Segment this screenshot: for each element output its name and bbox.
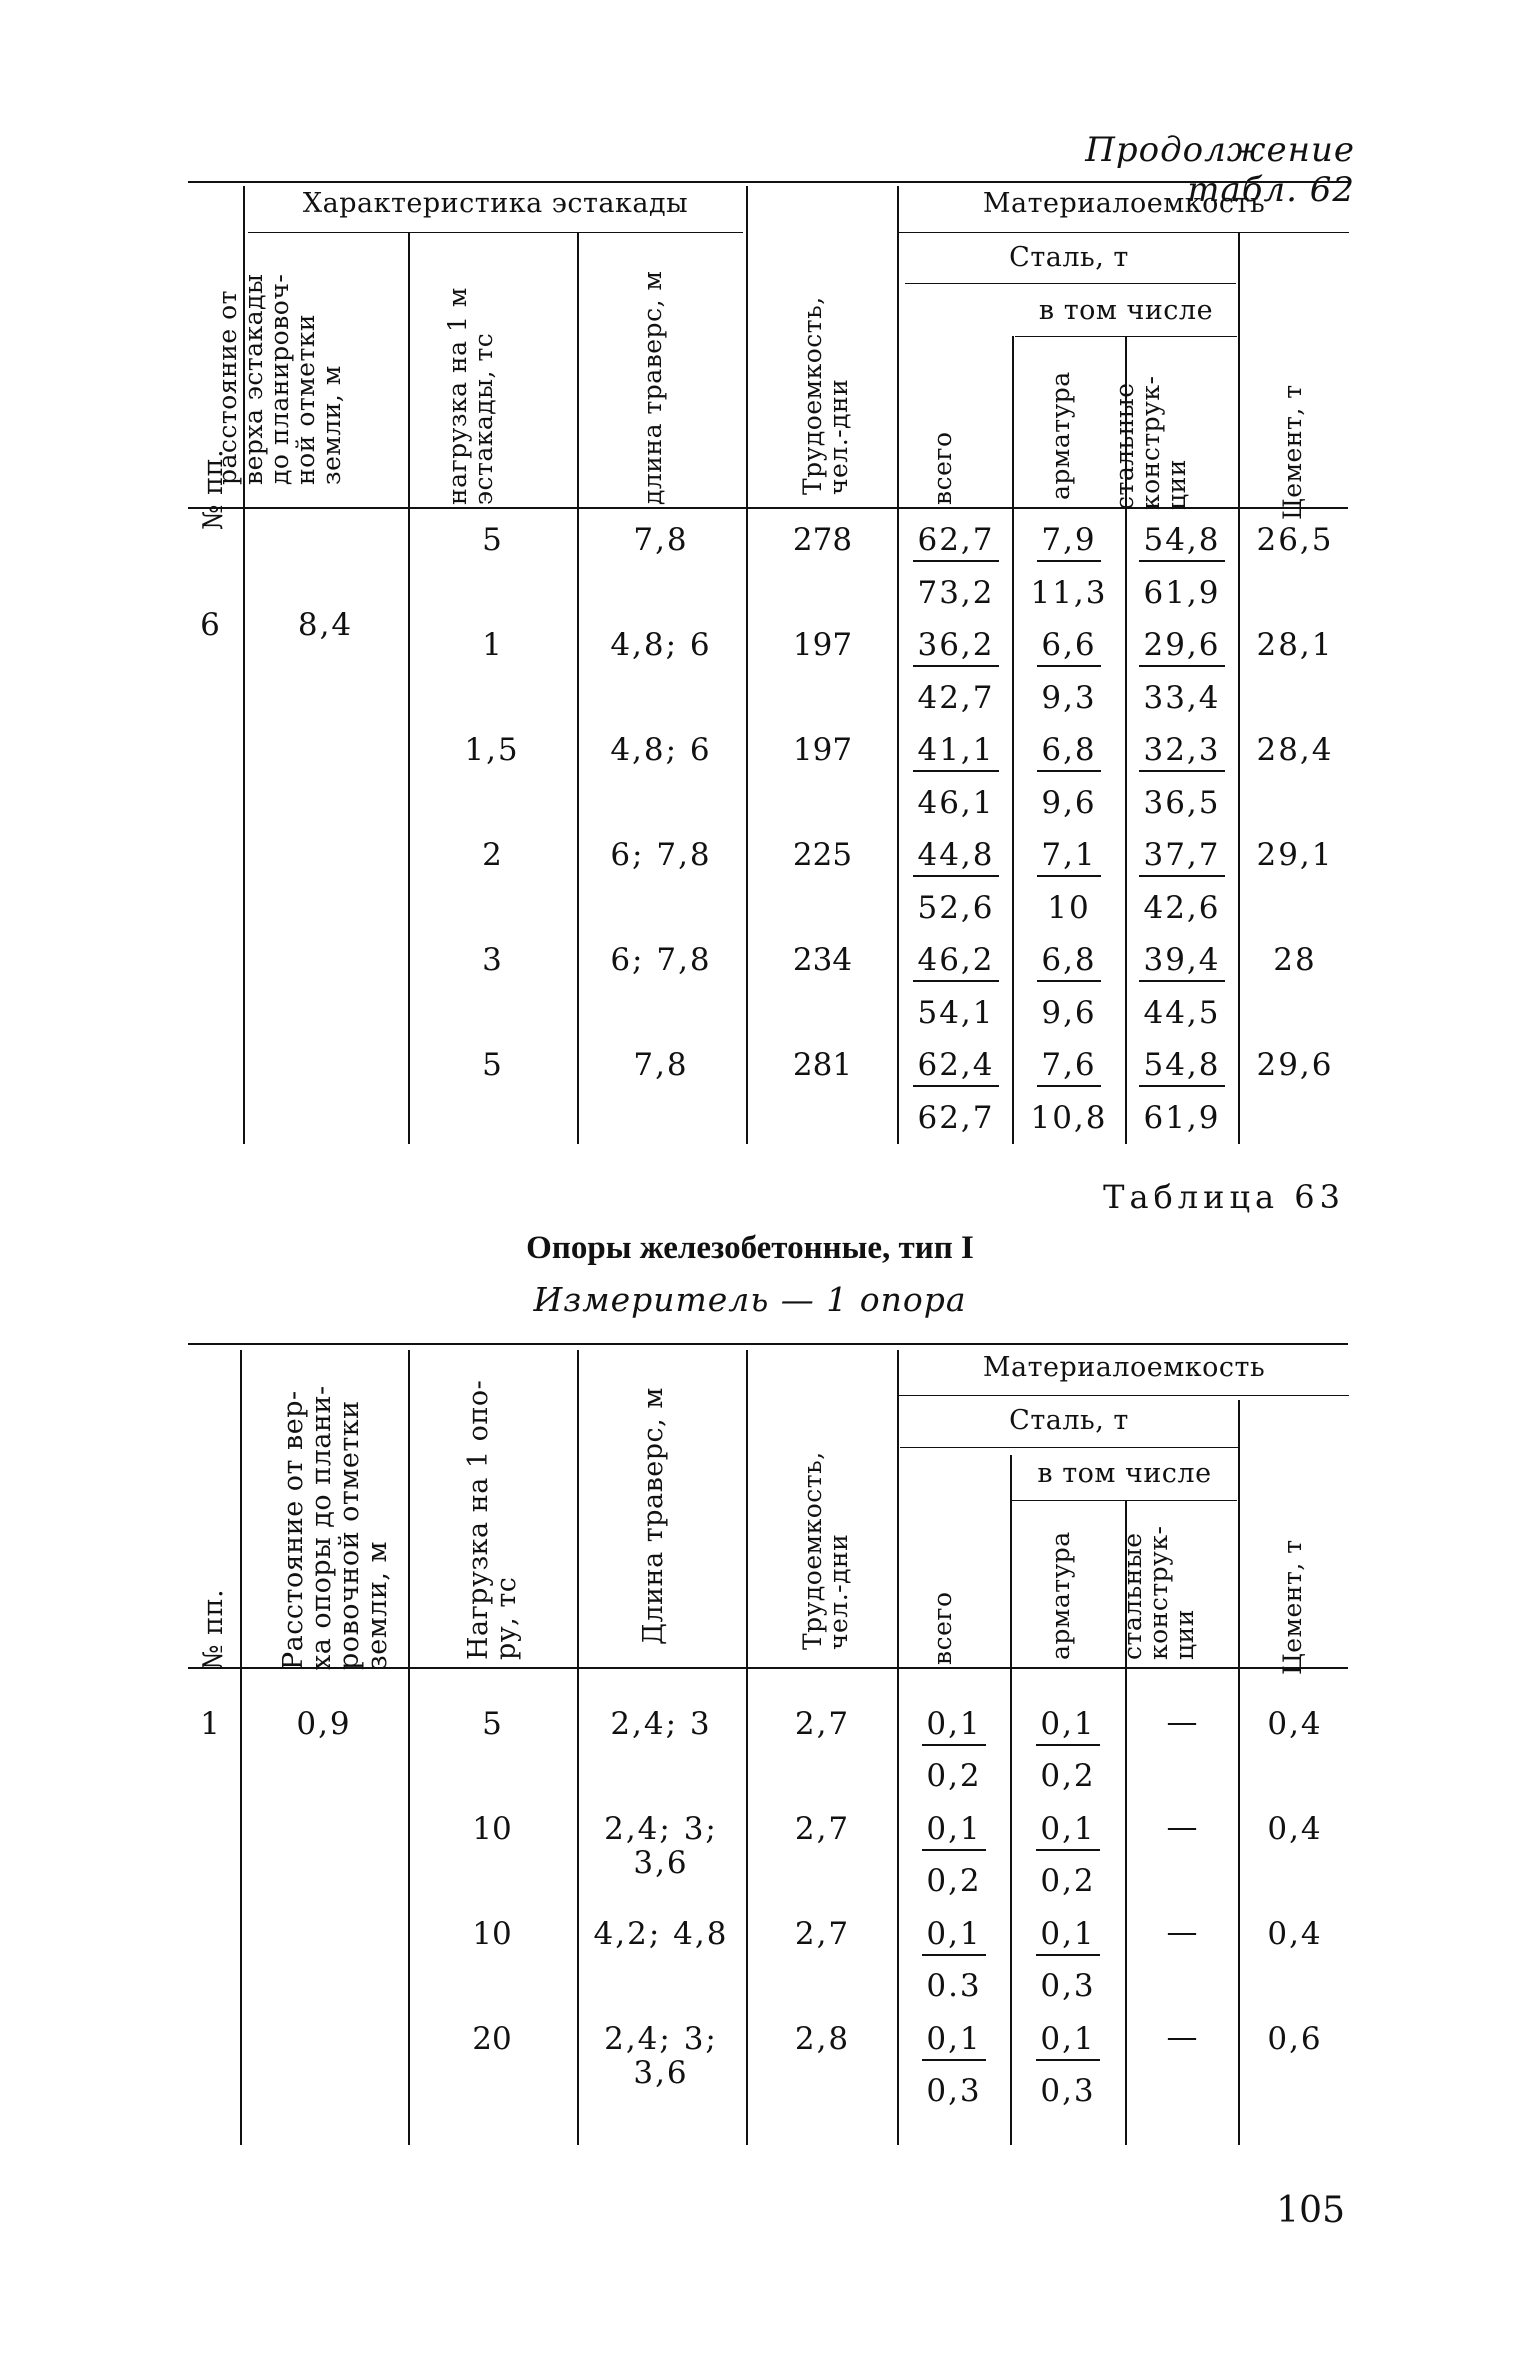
table63-title: Опоры железобетонные, тип I [526, 1230, 974, 1266]
table62-header-load: нагрузка на 1 м эстакады, тс [443, 287, 498, 505]
table62-header-cement: Цемент, т [1278, 384, 1307, 520]
table63-header-incl: в том числе [1037, 1458, 1212, 1489]
table63-header-labor: Трудоемкость, чел.-дни [798, 1451, 853, 1650]
table63-subtitle: Измеритель — 1 опора [533, 1280, 967, 1319]
table63-header-num: № пп. [198, 1588, 229, 1670]
table62-header-total: всего [928, 431, 957, 505]
table62-continuation-title: Продолжение табл. 62 [1085, 130, 1355, 210]
table62-row-dist: 8,4 [297, 607, 354, 643]
table62-header-materials: Материалоемкость [982, 188, 1266, 219]
table62-header-steel: Сталь, т [1009, 242, 1129, 273]
table63-header-cement: Цемент, т [1278, 1539, 1307, 1675]
table63-header-load: Нагрузка на 1 опо- ру, тс [463, 1379, 522, 1660]
table63-header-total: всего [928, 1591, 957, 1665]
table62-row-num: 6 [200, 607, 220, 643]
table63-header-length: Длина траверс, м [638, 1387, 669, 1645]
table62-header-group: Характеристика эстакады [302, 188, 689, 219]
table63-header-rebar: арматура [1046, 1531, 1075, 1660]
table62-header-labor: Трудоемкость, чел.-дни [798, 296, 853, 495]
table63-header-steel-struct: стальные конструк- ции [1118, 1525, 1199, 1660]
table63-header-dist: Расстояние от вер- ха опоры до плани- ровочной отметки земли, м [278, 1385, 393, 1670]
table63-row-dist: 0,9 [296, 1706, 352, 1742]
page-number: 105 [1276, 2190, 1345, 2231]
table63-row-num: 1 [200, 1706, 220, 1742]
table63-header-materials: Материалоемкость [982, 1352, 1266, 1383]
table62-header-length: длина траверс, м [638, 270, 667, 505]
table63-label: Таблица 63 [1103, 1178, 1345, 1216]
table62-header-incl: в том числе [1038, 295, 1214, 326]
table62-header-rebar: арматура [1046, 371, 1075, 500]
table62-header-num: № пп. [198, 448, 229, 530]
table62-header-steel-struct: стальные конструк- ции [1110, 375, 1191, 510]
table63-header-steel: Сталь, т [1009, 1405, 1129, 1436]
table62-header-dist: расстояние от верха эстакады до планировоч- ной отметки земли, м [213, 273, 346, 485]
